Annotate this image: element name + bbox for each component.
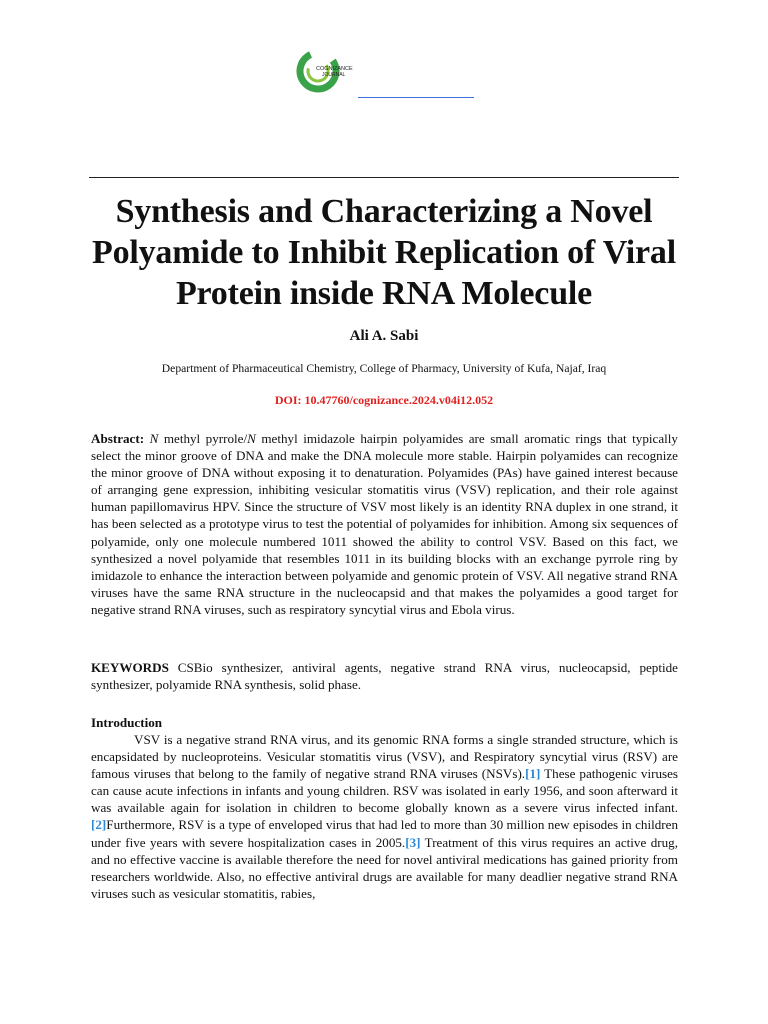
keywords-label: KEYWORDS [91,660,169,675]
author-affiliation: Department of Pharmaceutical Chemistry, College of Pharmacy, University of Kufa, Najaf, Iraq [161,362,607,375]
cognizance-logo-icon [296,46,356,96]
abstract-text-2: methyl imidazole hairpin polyamides are small aromatic rings that typically select the minor groove of DNA and make the DNA molecule more stable. Hairpin polyamides can recognize the minor groove of DNA without exposing it to denaturation. Polyamides (PAs) have gained interest because of arranging gene expression, inhibiting vesicular stomatitis virus (VSV) replication, and their role against human papillomavirus HPV. Since the structure of VSV most likely is an identity RNA duplex in one strand, it has been selected as a prototype virus to test the potential of polyamides for inhibition. Among six sequences of polyamide, only one molecule numbered 1011 showed the ability to control VSV. Based on this fact, we synthesized a novel polyamide that resembles 1011 in its building blocks with an exchange pyrrole ring by imidazole to enhance the interaction between polyamide and genomic protein of VSV. All negative strand RNA viruses have the same RNA structure in the nucleocapsid and that makes the polyamides a good target for negative strand RNA viruses, such as respiratory syncytial virus and Ebola virus. [91,431,678,617]
citation-2[interactable]: [2] [91,817,107,833]
introduction-heading: Introduction [91,715,163,730]
intro-text-3: Furthermore, RSV is a type of enveloped virus that had led to more than 30 million new episodes in children under five years with severe hospitalization cases in 2005. [91,817,678,850]
abstract-n2: N [247,431,256,446]
header-rule [89,177,679,178]
logo-text-line2: JOURNAL [322,72,346,78]
paper-title: Synthesis and Characterizing a Novel Polyamide to Inhibit Replication of Viral Protein inside RNA Molecule [92,193,676,312]
intro-text-1: VSV is a negative strand RNA virus, and its genomic RNA forms a single stranded structure, which is encapsidated by nucleoproteins. Vesicular stomatitis virus (VSV), and Respiratory syncytial virus (RSV) are famous viruses that belong to the family of negative strand RNA viruses (NSVs). [91,732,678,782]
citation-3[interactable]: [3] [405,834,421,850]
intro-text-4: Treatment of this virus requires an active drug, and no effective vaccine is available therefore the need for novel antiviral medications has gained priority from researchers worldwide. Also, no effective antiviral drugs are available for many deadlier negative strand RNA viruses such as vesicular stomatitis, rabies, [91,834,678,901]
journal-link-underline[interactable] [358,97,474,98]
author-name: Ali A. Sabi [349,328,419,344]
introduction-paragraph [91,731,678,902]
logo-text-line1: COGNIZANCE [316,66,353,72]
citation-1[interactable]: [1] [525,766,541,782]
intro-text-2: These pathogenic viruses can cause acute infections in infants and young children. RSV was isolated in early 1956, and soon afterward it was available again for isolation in children to become globally known as a severe virus infected infant. [91,766,678,816]
abstract-text-1: methyl pyrrole/ [158,431,248,446]
abstract-paragraph [91,430,678,618]
doi-link[interactable]: DOI: 10.47760/cognizance.2024.v04i12.052 [274,393,494,407]
keywords-paragraph [91,659,678,693]
abstract-n1: N [149,431,159,446]
journal-logo [296,46,356,96]
abstract-label: Abstract: [91,431,145,446]
keywords-text: CSBio synthesizer, antiviral agents, negative strand RNA virus, nucleocapsid, peptide synthesizer, polyamide RNA synthesis, solid phase. [91,660,678,693]
